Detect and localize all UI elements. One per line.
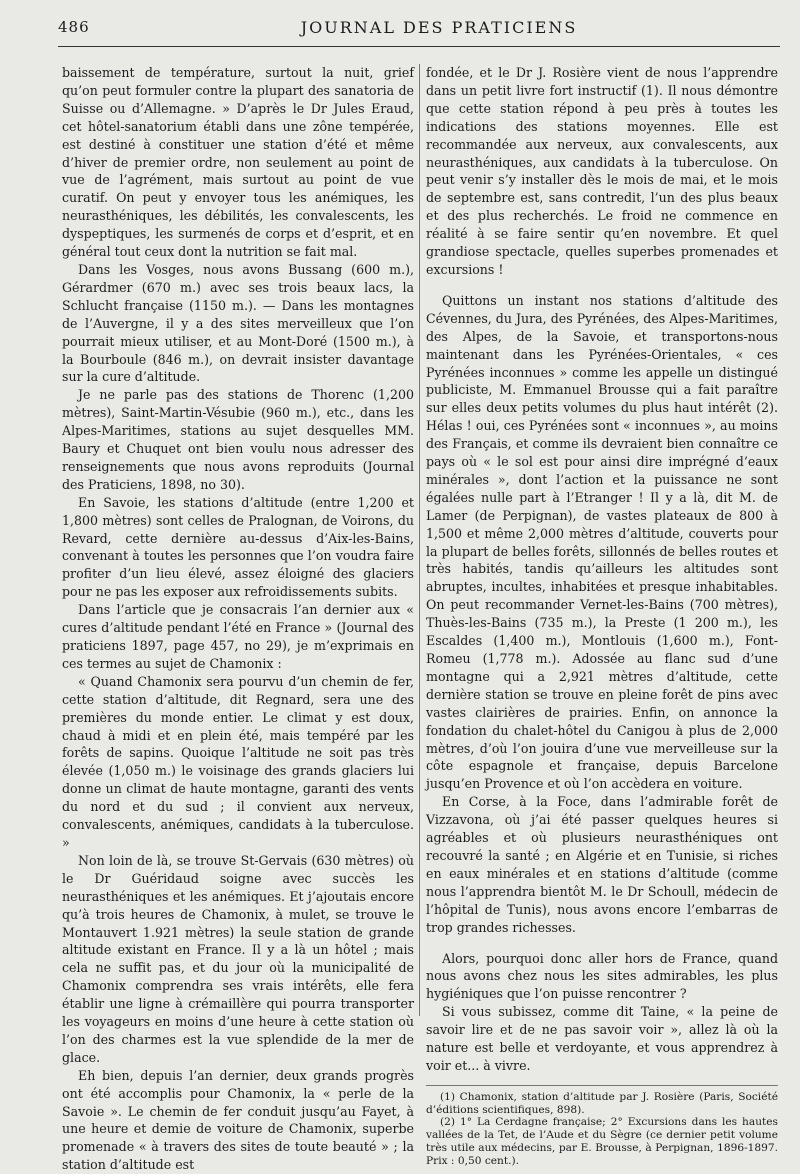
section-gap	[426, 937, 778, 950]
paragraph: Non loin de là, se trouve St-Gervais (630 mètres) où le Dr Guéridaud soigne avec succès les neurasthéniques et les anémiques. Et j’ajoutais encore qu’à trois heures de Chamonix, à mulet, se trouve le Montauvert 1.921 mètres) la seule station de grande altitude existant en France. Il y a là un hôtel ; mais cela ne suffit pas, et du jour où la municipalité de Chamonix comprendra ses vrais intérêts, elle fera établir une ligne à crémaillère qui pourra transporter les voyageurs en moins d’une heure à cette station où l’on des charmes est la vue splendide de la mer de glace.	[62, 852, 414, 1065]
paragraph: En Corse, à la Foce, dans l’admirable forêt de Vizzavona, où j’ai été passer quelques heures si agréables et où plusieurs neurasthéniques ont recouvré la santé ; en Algérie et en Tunisie, si riches en eaux minérales et en stations d’altitude (comme nous l’apprendra bientôt M. le Dr Schoull, médecin de l’hôpital de Tunis), nous avons encore l’embarras de trop grandes richesses.	[426, 794, 778, 935]
left-column	[62, 64, 414, 1173]
paragraph-quote: « Quand Chamonix sera pourvu d’un chemin de fer, cette station d’altitude, dit Regnard, sera une des premières du monde entier. Le climat y est doux, chaud à midi et en plein été, mais tempéré par les forêts de sapins. Quoique l’altitude ne soit pas très élevée (1,050 m.) le voisinage des grands glaciers lui donne un climat de haute montagne, garanti des vents du nord et du sud ; il convient aux nerveux, convalescents, anémiques, candidats à la tuberculose. »	[62, 673, 414, 850]
page-number: 486	[58, 18, 90, 36]
footnote: (1) Chamonix, station d’altitude par J. Rosière (Paris, Société d’éditions scientifiques, 898).	[426, 1090, 778, 1116]
paragraph: Si vous subissez, comme dit Taine, « la peine de savoir lire et de ne pas savoir voir », allez là où la nature est belle et verdoyante, et vous apprendrez à voir et... à vivre.	[426, 1004, 778, 1073]
paragraph: fondée, et le Dr J. Rosière vient de nous l’apprendre dans un petit livre fort instructif (1). Il nous démontre que cette station répond à peu près à toutes les indications des stations moyennes. Elle est recommandée aux nerveux, aux convalescents, aux neurasthéniques, aux candidats à la tuberculose. On peut venir s’y installer dès le mois de mai, et le mois de septembre est, sans contredit, l’un des plus beaux et des plus recherchés. Le froid ne commence en réalité à se faire sentir qu’en novembre. Et quel grandiose spectacle, quelles superbes promenades et excursions !	[426, 65, 778, 277]
page-header	[58, 18, 780, 44]
paragraph: Dans l’article que je consacrais l’an dernier aux « cures d’altitude pendant l’été en France » (Journal des praticiens 1897, page 457, no 29), je m’exprimais en ces termes au sujet de Chamonix :	[62, 602, 414, 671]
footnote: (2) 1° La Cerdagne française; 2° Excursions dans les hautes vallées de la Tet, de l’Aude et du Sègre (ce dernier petit volume très utile aux médecins, par E. Brousse, à Perpignan, 1896-1897. Prix : 0,50 cent.).	[426, 1116, 778, 1167]
footnotes	[426, 1085, 778, 1168]
paragraph: Eh bien, depuis l’an dernier, deux grands progrès ont été accomplis pour Chamonix, la « perle de la Savoie ». Le chemin de fer conduit jusqu’au Fayet, à une heure et demie de voiture de Chamonix, superbe promenade « à travers des sites de toute beauté » ; la station d’altitude est	[62, 1067, 414, 1173]
paragraph: Quittons un instant nos stations d’altitude des Cévennes, du Jura, des Pyrénées, des Alpes-Maritimes, des Alpes, de la Savoie, et transportons-nous maintenant dans les Pyrénées-Orientales, « ces Pyrénées inconnues » comme les appelle un distingué publiciste, M. Emmanuel Brousse qui a fait paraître sur elles deux petits volumes du plus haut intérêt (2). Hélas ! oui, ces Pyrénées sont « inconnues », au moins des Français, et comme ils devraient bien connaître ce pays où « le sol est pour ainsi dire imprégné d’eaux minérales », dont l’action et la puissance ne sont égalées nulle part à l’Etranger ! Il y a là, dit M. de Lamer (de Perpignan), de vastes plateaux de 800 à 1,500 et même 2,000 mètres d’altitude, couverts pour la plupart de belles forêts, sillonnés de belles routes et très habités, tandis qu’ailleurs les altitudes sont abruptes, incultes, inhabitées et presque inhabitables. On peut recommander Vernet-les-Bains (700 mètres), Thuès-les-Bains (735 m.), la Preste (1 200 m.), les Escaldes (1,400 m.), Montlouis (1,600 m.), Font-Romeu (1,778 m.). Adossée au flanc sud d’une montagne qui a 2,921 mètres d’altitude, cette dernière station se trouve en pleine forêt de pins avec vastes clairières de prairies. Enfin, on annonce la fondation du chalet-hôtel du Canigou à plus de 2,000 mètres, d’où l’on jouira d’une vue merveilleuse sur la côte espagnole et française, depuis Barcelone jusqu’en Provence et où l’on accèdera en voiture.	[426, 292, 778, 792]
paragraph: Dans les Vosges, nous avons Bussang (600 m.), Gérardmer (670 m.) avec ses trois beaux lacs, la Schlucht française (1150 m.). — Dans les montagnes de l’Auvergne, il y a des sites merveilleux que l’on pourrait mieux utiliser, et au Mont-Doré (1500 m.), à la Bourboule (846 m.), on devrait insister davantage sur la cure d’altitude.	[62, 261, 414, 385]
paragraph: baissement de température, surtout la nuit, grief qu’on peut formuler contre la plupart des sanatoria de Suisse ou d’Allemagne. » D’après le Dr Jules Eraud, cet hôtel-sanatorium établi dans une zône tempérée, est destiné à constituer une station d’été et même d’hiver de premier ordre, non seulement au point de vue de l’agrément, mais surtout au point de vue curatif. On peut y envoyer tous les anémiques, les neurasthéniques, les débilités, les convalescents, les dyspeptiques, les surmenés de corps et d’esprit, et en général tout ceux dont la nutrition se fait mal.	[62, 65, 414, 260]
right-column	[426, 64, 778, 1167]
column-divider	[419, 64, 420, 1016]
paragraph: Je ne parle pas des stations de Thorenc (1,200 mètres), Saint-Martin-Vésubie (960 m.), etc., dans les Alpes-Maritimes, stations au sujet desquelles MM. Baury et Chuquet ont bien voulu nous adresser des renseignements que nous avons reproduits (Journal des Praticiens, 1898, no 30).	[62, 387, 414, 492]
header-rule	[58, 46, 780, 47]
paragraph: En Savoie, les stations d’altitude (entre 1,200 et 1,800 mètres) sont celles de Pralognan, de Voirons, du Revard, cette dernière au-dessus d’Aix-les-Bains, convenant à toutes les personnes que l’on voudra faire profiter d’un lieu élevé, assez éloigné des glaciers pour ne pas les exposer aux refroidissements subits.	[62, 494, 414, 600]
journal-title: JOURNAL DES PRATICIENS	[300, 18, 578, 37]
paragraph: Alors, pourquoi donc aller hors de France, quand nous avons chez nous les sites admirables, les plus hygiéniques que l’on puisse rencontrer ?	[426, 950, 778, 1002]
section-gap	[426, 279, 778, 292]
